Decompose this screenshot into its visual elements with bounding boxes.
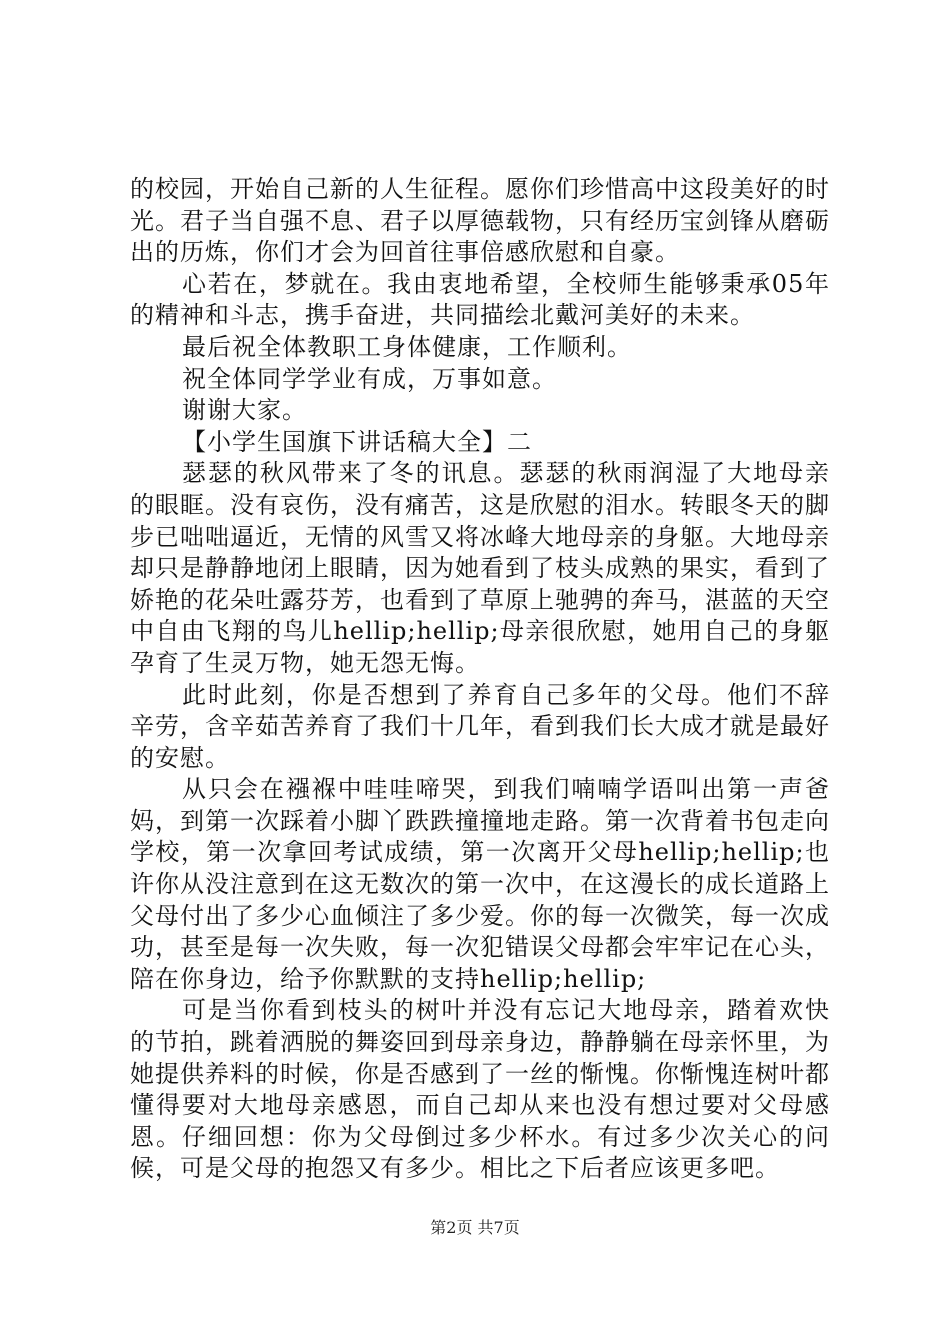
paragraph-4: 祝全体同学学业有成，万事如意。 bbox=[182, 364, 557, 393]
paragraph-2: 心若在，梦就在。我由衷地希望，全校师生能够秉承05年的精神和斗志，携手奋进，共同描绘北戴河美好的未来。 bbox=[130, 269, 830, 330]
section-heading: 【小学生国旗下讲话稿大全】二 bbox=[182, 427, 532, 456]
page-number-footer: 第2页 共7页 bbox=[430, 1218, 520, 1237]
paragraph-1: 的校园，开始自己新的人生征程。愿你们珍惜高中这段美好的时光。君子当自强不息、君子以厚德载物，只有经历宝剑锋从磨砺出的历炼，你们才会为回首往事倍感欣慰和自豪。 bbox=[130, 175, 830, 267]
paragraph-5: 谢谢大家。 bbox=[182, 396, 307, 425]
paragraph-7: 此时此刻，你是否想到了养育自己多年的父母。他们不辞辛劳，含辛茹苦养育了我们十几年，看到我们长大成才就是最好的安慰。 bbox=[130, 680, 830, 772]
paragraph-6: 瑟瑟的秋风带来了冬的讯息。瑟瑟的秋雨润湿了大地母亲的眼眶。没有哀伤，没有痛苦，这是欣慰的泪水。转眼冬天的脚步已咄咄逼近，无情的风雪又将冰峰大地母亲的身躯。大地母亲却只是静静地闭上眼睛，因为她看到了枝头成熟的果实，看到了娇艳的花朵吐露芬芳，也看到了草原上驰骋的奔马，湛蓝的天空中自由飞翔的鸟儿hellip;hellip;母亲很欣慰，她用自己的身躯孕育了生灵万物，她无怨无悔。 bbox=[130, 459, 830, 677]
paragraph-8: 从只会在襁褓中哇哇啼哭，到我们喃喃学语叫出第一声爸妈，到第一次踩着小脚丫跌跌撞撞地走路。第一次背着书包走向学校，第一次拿回考试成绩，第一次离开父母hellip;hellip;也许你从没注意到在这无数次的第一次中，在这漫长的成长道路上父母付出了多少心血倾注了多少爱。你的每一次微笑，每一次成功，甚至是每一次失败，每一次犯错误父母都会牢牢记在心头，陪在你身边，给予你默默的支持hellip;hellip; bbox=[130, 775, 830, 993]
paragraph-3: 最后祝全体教职工身体健康，工作顺利。 bbox=[182, 332, 632, 361]
document-body bbox=[130, 174, 830, 1185]
paragraph-9: 可是当你看到枝头的树叶并没有忘记大地母亲，踏着欢快的节拍，跳着洒脱的舞姿回到母亲身边，静静躺在母亲怀里，为她提供养料的时候，你是否感到了一丝的惭愧。你惭愧连树叶都懂得要对大地母亲感恩，而自己却从来也没有想过要对父母感恩。仔细回想：你为父母倒过多少杯水。有过多少次关心的问候，可是父母的抱怨又有多少。相比之下后者应该更多吧。 bbox=[130, 996, 830, 1183]
